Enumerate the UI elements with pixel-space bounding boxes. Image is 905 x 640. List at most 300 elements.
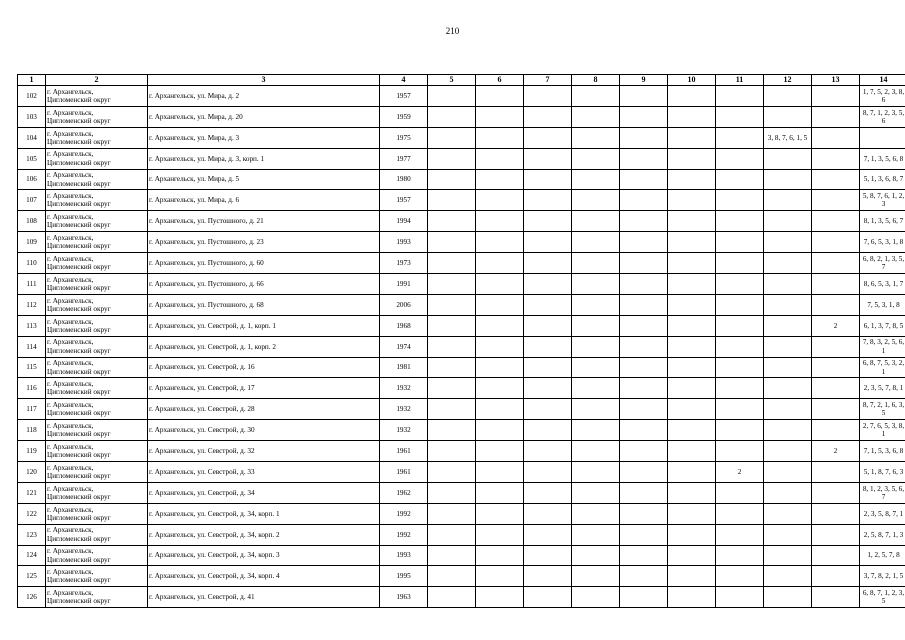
- district-cell: [46, 545, 148, 566]
- column-11-cell: [716, 378, 764, 399]
- empty-cell: [524, 106, 572, 127]
- empty-cell: [572, 399, 620, 420]
- column-12-cell: [764, 253, 812, 274]
- empty-cell: [476, 106, 524, 127]
- empty-cell: [476, 524, 524, 545]
- empty-cell: [572, 545, 620, 566]
- empty-cell: [524, 587, 572, 608]
- empty-cell: [668, 462, 716, 483]
- header-cell: 9: [620, 75, 668, 86]
- year-cell: 1995: [380, 566, 428, 587]
- empty-cell: [668, 524, 716, 545]
- empty-cell: [620, 587, 668, 608]
- empty-cell: [428, 524, 476, 545]
- empty-cell: [620, 399, 668, 420]
- address-cell: г. Архангельск, ул. Мира, д. 20: [148, 106, 380, 127]
- empty-cell: [572, 232, 620, 253]
- empty-cell: [572, 378, 620, 399]
- column-11-cell: [716, 211, 764, 232]
- empty-cell: [428, 294, 476, 315]
- empty-cell: [668, 587, 716, 608]
- column-12-cell: [764, 315, 812, 336]
- district-line-city: г. Архангельск,: [47, 317, 94, 326]
- row-number-cell: 112: [18, 294, 46, 315]
- column-11-cell: [716, 190, 764, 211]
- empty-cell: [668, 253, 716, 274]
- district-line-okrug: Цигломенский округ: [47, 200, 111, 209]
- empty-cell: [572, 190, 620, 211]
- column-13-cell: [812, 211, 860, 232]
- column-13-cell: [812, 148, 860, 169]
- empty-cell: [668, 86, 716, 107]
- address-cell: г. Архангельск, ул. Севстрой, д. 1, корп. 2: [148, 336, 380, 357]
- column-11-cell: [716, 274, 764, 295]
- empty-cell: [572, 524, 620, 545]
- column-13-cell: [812, 399, 860, 420]
- column-12-cell: [764, 336, 812, 357]
- column-13-cell: [812, 524, 860, 545]
- year-cell: 1993: [380, 232, 428, 253]
- empty-cell: [428, 378, 476, 399]
- column-14-cell: 2, 3, 5, 8, 7, 1: [860, 503, 905, 524]
- table-row: [18, 211, 905, 232]
- empty-cell: [524, 420, 572, 441]
- empty-cell: [572, 253, 620, 274]
- address-cell: г. Архангельск, ул. Севстрой, д. 41: [148, 587, 380, 608]
- district-cell: [46, 441, 148, 462]
- district-cell: [46, 190, 148, 211]
- district-cell: [46, 127, 148, 148]
- empty-cell: [476, 336, 524, 357]
- empty-cell: [476, 462, 524, 483]
- row-number-cell: 107: [18, 190, 46, 211]
- row-number-cell: 113: [18, 315, 46, 336]
- empty-cell: [428, 336, 476, 357]
- table-row: [18, 378, 905, 399]
- header-cell: 3: [148, 75, 380, 86]
- district-line-city: г. Архангельск,: [47, 233, 94, 242]
- column-12-cell: [764, 399, 812, 420]
- empty-cell: [476, 211, 524, 232]
- year-cell: 1992: [380, 503, 428, 524]
- column-11-cell: [716, 127, 764, 148]
- table-row: [18, 545, 905, 566]
- column-11-cell: [716, 524, 764, 545]
- column-14-cell: 6, 8, 7, 1, 2, 3, 5: [860, 587, 905, 608]
- empty-cell: [620, 253, 668, 274]
- empty-cell: [524, 253, 572, 274]
- district-cell: [46, 315, 148, 336]
- year-cell: 1975: [380, 127, 428, 148]
- column-12-cell: [764, 545, 812, 566]
- row-number-cell: 103: [18, 106, 46, 127]
- empty-cell: [524, 294, 572, 315]
- empty-cell: [572, 503, 620, 524]
- district-line-city: г. Архангельск,: [47, 150, 94, 159]
- district-cell: [46, 253, 148, 274]
- district-line-okrug: Цигломенский округ: [47, 242, 111, 251]
- empty-cell: [524, 86, 572, 107]
- empty-cell: [572, 315, 620, 336]
- empty-cell: [524, 357, 572, 378]
- empty-cell: [668, 441, 716, 462]
- district-line-city: г. Архангельск,: [47, 296, 94, 305]
- empty-cell: [620, 232, 668, 253]
- page-number: 210: [445, 26, 460, 36]
- header-cell: 14: [860, 75, 905, 86]
- table-row: [18, 148, 905, 169]
- district-cell: [46, 357, 148, 378]
- empty-cell: [428, 357, 476, 378]
- empty-cell: [572, 127, 620, 148]
- table-row: [18, 190, 905, 211]
- table-body: [18, 86, 905, 608]
- district-line-okrug: Цигломенский округ: [47, 576, 111, 585]
- row-number-cell: 109: [18, 232, 46, 253]
- empty-cell: [668, 336, 716, 357]
- column-12-cell: [764, 148, 812, 169]
- column-14-cell: 7, 1, 5, 3, 6, 8: [860, 441, 905, 462]
- row-number-cell: 124: [18, 545, 46, 566]
- empty-cell: [620, 106, 668, 127]
- district-cell: [46, 169, 148, 190]
- column-11-cell: [716, 86, 764, 107]
- row-number-cell: 106: [18, 169, 46, 190]
- empty-cell: [524, 169, 572, 190]
- row-number-cell: 115: [18, 357, 46, 378]
- empty-cell: [428, 190, 476, 211]
- empty-cell: [572, 357, 620, 378]
- column-13-cell: [812, 169, 860, 190]
- column-14-cell: 5, 1, 8, 7, 6, 3: [860, 462, 905, 483]
- column-12-cell: 3, 8, 7, 6, 1, 5: [764, 127, 812, 148]
- district-line-city: г. Архангельск,: [47, 87, 94, 96]
- empty-cell: [524, 211, 572, 232]
- empty-cell: [620, 482, 668, 503]
- year-cell: 1994: [380, 211, 428, 232]
- column-13-cell: [812, 253, 860, 274]
- address-cell: г. Архангельск, ул. Мира, д. 5: [148, 169, 380, 190]
- district-cell: [46, 462, 148, 483]
- column-11-cell: [716, 106, 764, 127]
- column-14-cell: 8, 1, 2, 3, 5, 6, 7: [860, 482, 905, 503]
- district-line-okrug: Цигломенский округ: [47, 179, 111, 188]
- column-12-cell: [764, 441, 812, 462]
- table-row: [18, 482, 905, 503]
- empty-cell: [620, 545, 668, 566]
- empty-cell: [524, 566, 572, 587]
- address-cell: г. Архангельск, ул. Мира, д. 3: [148, 127, 380, 148]
- column-14-cell: 8, 1, 3, 5, 6, 7: [860, 211, 905, 232]
- column-13-cell: [812, 86, 860, 107]
- district-cell: [46, 232, 148, 253]
- empty-cell: [668, 545, 716, 566]
- table-row: [18, 441, 905, 462]
- empty-cell: [476, 274, 524, 295]
- address-cell: г. Архангельск, ул. Пустошного, д. 23: [148, 232, 380, 253]
- district-line-city: г. Архангельск,: [47, 442, 94, 451]
- empty-cell: [668, 127, 716, 148]
- column-13-cell: [812, 106, 860, 127]
- year-cell: 1932: [380, 399, 428, 420]
- empty-cell: [572, 482, 620, 503]
- district-line-okrug: Цигломенский округ: [47, 471, 111, 480]
- district-line-okrug: Цигломенский округ: [47, 534, 111, 543]
- column-12-cell: [764, 503, 812, 524]
- address-cell: г. Архангельск, ул. Севстрой, д. 34, корп. 2: [148, 524, 380, 545]
- district-line-okrug: Цигломенский округ: [47, 513, 111, 522]
- address-cell: г. Архангельск, ул. Пустошного, д. 60: [148, 253, 380, 274]
- empty-cell: [572, 441, 620, 462]
- empty-cell: [428, 106, 476, 127]
- column-12-cell: [764, 482, 812, 503]
- empty-cell: [572, 294, 620, 315]
- empty-cell: [524, 274, 572, 295]
- empty-cell: [476, 587, 524, 608]
- district-line-okrug: Цигломенский округ: [47, 555, 111, 564]
- empty-cell: [476, 420, 524, 441]
- empty-cell: [476, 399, 524, 420]
- empty-cell: [524, 462, 572, 483]
- district-line-okrug: Цигломенский округ: [47, 409, 111, 418]
- table-row: [18, 524, 905, 545]
- empty-cell: [428, 587, 476, 608]
- empty-cell: [524, 503, 572, 524]
- address-cell: г. Архангельск, ул. Мира, д. 3, корп. 1: [148, 148, 380, 169]
- year-cell: 1991: [380, 274, 428, 295]
- year-cell: 1977: [380, 148, 428, 169]
- district-cell: [46, 566, 148, 587]
- column-13-cell: [812, 336, 860, 357]
- district-cell: [46, 294, 148, 315]
- district-line-okrug: Цигломенский округ: [47, 283, 111, 292]
- year-cell: 1961: [380, 441, 428, 462]
- district-line-city: г. Архангельск,: [47, 359, 94, 368]
- row-number-cell: 122: [18, 503, 46, 524]
- empty-cell: [428, 482, 476, 503]
- row-number-cell: 114: [18, 336, 46, 357]
- district-line-city: г. Архангельск,: [47, 505, 94, 514]
- empty-cell: [428, 86, 476, 107]
- column-12-cell: [764, 294, 812, 315]
- column-13-cell: [812, 462, 860, 483]
- district-line-city: г. Архангельск,: [47, 547, 94, 556]
- header-cell: 8: [572, 75, 620, 86]
- empty-cell: [476, 190, 524, 211]
- column-11-cell: [716, 148, 764, 169]
- empty-cell: [620, 169, 668, 190]
- column-14-cell: 3, 7, 8, 2, 1, 5: [860, 566, 905, 587]
- empty-cell: [524, 336, 572, 357]
- empty-cell: [572, 211, 620, 232]
- empty-cell: [668, 232, 716, 253]
- table-row: [18, 232, 905, 253]
- empty-cell: [428, 545, 476, 566]
- district-cell: [46, 274, 148, 295]
- district-line-okrug: Цигломенский округ: [47, 430, 111, 439]
- address-cell: г. Архангельск, ул. Севстрой, д. 34, корп. 4: [148, 566, 380, 587]
- header-cell: 12: [764, 75, 812, 86]
- empty-cell: [476, 357, 524, 378]
- column-11-cell: [716, 253, 764, 274]
- year-cell: 1957: [380, 190, 428, 211]
- empty-cell: [668, 148, 716, 169]
- empty-cell: [668, 420, 716, 441]
- column-11-cell: [716, 169, 764, 190]
- empty-cell: [476, 86, 524, 107]
- empty-cell: [524, 127, 572, 148]
- column-14-cell: 5, 1, 3, 6, 8, 7: [860, 169, 905, 190]
- empty-cell: [620, 86, 668, 107]
- column-12-cell: [764, 524, 812, 545]
- district-line-city: г. Архангельск,: [47, 192, 94, 201]
- column-14-cell: 1, 7, 5, 2, 3, 8, 6: [860, 86, 905, 107]
- district-line-city: г. Архангельск,: [47, 568, 94, 577]
- table-row: [18, 315, 905, 336]
- empty-cell: [428, 232, 476, 253]
- empty-cell: [572, 336, 620, 357]
- address-cell: г. Архангельск, ул. Пустошного, д. 21: [148, 211, 380, 232]
- district-cell: [46, 336, 148, 357]
- column-11-cell: [716, 482, 764, 503]
- empty-cell: [476, 503, 524, 524]
- column-14-cell: 8, 7, 1, 2, 3, 5, 6: [860, 106, 905, 127]
- year-cell: 1981: [380, 357, 428, 378]
- district-line-city: г. Архангельск,: [47, 526, 94, 535]
- column-12-cell: [764, 232, 812, 253]
- column-14-cell: 6, 8, 7, 5, 3, 2, 1: [860, 357, 905, 378]
- column-11-cell: [716, 420, 764, 441]
- column-13-cell: [812, 545, 860, 566]
- column-13-cell: [812, 127, 860, 148]
- empty-cell: [524, 315, 572, 336]
- empty-cell: [428, 274, 476, 295]
- empty-cell: [620, 274, 668, 295]
- table-row: [18, 294, 905, 315]
- column-14-cell: 2, 7, 6, 5, 3, 8, 1: [860, 420, 905, 441]
- buildings-table: [17, 74, 905, 608]
- column-12-cell: [764, 462, 812, 483]
- district-line-city: г. Архангельск,: [47, 171, 94, 180]
- empty-cell: [572, 148, 620, 169]
- year-cell: 1932: [380, 378, 428, 399]
- district-cell: [46, 524, 148, 545]
- column-14-cell: 7, 8, 3, 2, 5, 6, 1: [860, 336, 905, 357]
- district-cell: [46, 211, 148, 232]
- table-row: [18, 566, 905, 587]
- column-11-cell: [716, 587, 764, 608]
- year-cell: 1932: [380, 420, 428, 441]
- column-12-cell: [764, 274, 812, 295]
- row-number-cell: 118: [18, 420, 46, 441]
- column-11-cell: 2: [716, 462, 764, 483]
- row-number-cell: 102: [18, 86, 46, 107]
- column-14-cell: 2, 5, 8, 7, 1, 3: [860, 524, 905, 545]
- empty-cell: [572, 169, 620, 190]
- district-cell: [46, 587, 148, 608]
- district-line-okrug: Цигломенский округ: [47, 388, 111, 397]
- district-cell: [46, 378, 148, 399]
- row-number-cell: 121: [18, 482, 46, 503]
- column-13-cell: [812, 420, 860, 441]
- column-14-cell: 6, 1, 3, 7, 8, 5: [860, 315, 905, 336]
- address-cell: г. Архангельск, ул. Пустошного, д. 68: [148, 294, 380, 315]
- district-line-city: г. Архангельск,: [47, 484, 94, 493]
- year-cell: 1963: [380, 587, 428, 608]
- column-13-cell: [812, 482, 860, 503]
- district-cell: [46, 420, 148, 441]
- district-line-city: г. Архангельск,: [47, 254, 94, 263]
- year-cell: 2006: [380, 294, 428, 315]
- district-line-okrug: Цигломенский округ: [47, 492, 111, 501]
- row-number-cell: 116: [18, 378, 46, 399]
- empty-cell: [428, 420, 476, 441]
- empty-cell: [668, 378, 716, 399]
- header-cell: 10: [668, 75, 716, 86]
- district-line-city: г. Архангельск,: [47, 108, 94, 117]
- empty-cell: [620, 294, 668, 315]
- empty-cell: [476, 294, 524, 315]
- district-line-okrug: Цигломенский округ: [47, 325, 111, 334]
- header-cell: 1: [18, 75, 46, 86]
- district-line-okrug: Цигломенский округ: [47, 346, 111, 355]
- district-line-city: г. Архангельск,: [47, 589, 94, 598]
- empty-cell: [572, 86, 620, 107]
- column-12-cell: [764, 86, 812, 107]
- header-cell: 11: [716, 75, 764, 86]
- empty-cell: [428, 503, 476, 524]
- table-row: [18, 587, 905, 608]
- empty-cell: [620, 441, 668, 462]
- empty-cell: [428, 148, 476, 169]
- empty-cell: [476, 169, 524, 190]
- column-13-cell: 2: [812, 441, 860, 462]
- district-line-city: г. Архангельск,: [47, 380, 94, 389]
- district-line-okrug: Цигломенский округ: [47, 263, 111, 272]
- empty-cell: [620, 127, 668, 148]
- address-cell: г. Архангельск, ул. Севстрой, д. 17: [148, 378, 380, 399]
- table-row: [18, 462, 905, 483]
- address-cell: г. Архангельск, ул. Севстрой, д. 32: [148, 441, 380, 462]
- district-line-okrug: Цигломенский округ: [47, 221, 111, 230]
- table-row: [18, 336, 905, 357]
- column-14-cell: 5, 8, 7, 6, 1, 2, 3: [860, 190, 905, 211]
- empty-cell: [476, 441, 524, 462]
- row-number-cell: 120: [18, 462, 46, 483]
- row-number-cell: 104: [18, 127, 46, 148]
- column-11-cell: [716, 232, 764, 253]
- empty-cell: [524, 524, 572, 545]
- table-row: [18, 503, 905, 524]
- header-row: [18, 75, 905, 86]
- address-cell: г. Архангельск, ул. Севстрой, д. 28: [148, 399, 380, 420]
- column-12-cell: [764, 587, 812, 608]
- address-cell: г. Архангельск, ул. Севстрой, д. 34, корп. 3: [148, 545, 380, 566]
- column-14-cell: [860, 127, 905, 148]
- empty-cell: [668, 294, 716, 315]
- empty-cell: [620, 211, 668, 232]
- empty-cell: [524, 545, 572, 566]
- empty-cell: [668, 315, 716, 336]
- table-row: [18, 420, 905, 441]
- column-13-cell: [812, 378, 860, 399]
- column-12-cell: [764, 566, 812, 587]
- district-line-city: г. Архангельск,: [47, 129, 94, 138]
- address-cell: г. Архангельск, ул. Мира, д. 6: [148, 190, 380, 211]
- column-11-cell: [716, 357, 764, 378]
- column-14-cell: 8, 7, 2, 1, 6, 3, 5: [860, 399, 905, 420]
- empty-cell: [476, 253, 524, 274]
